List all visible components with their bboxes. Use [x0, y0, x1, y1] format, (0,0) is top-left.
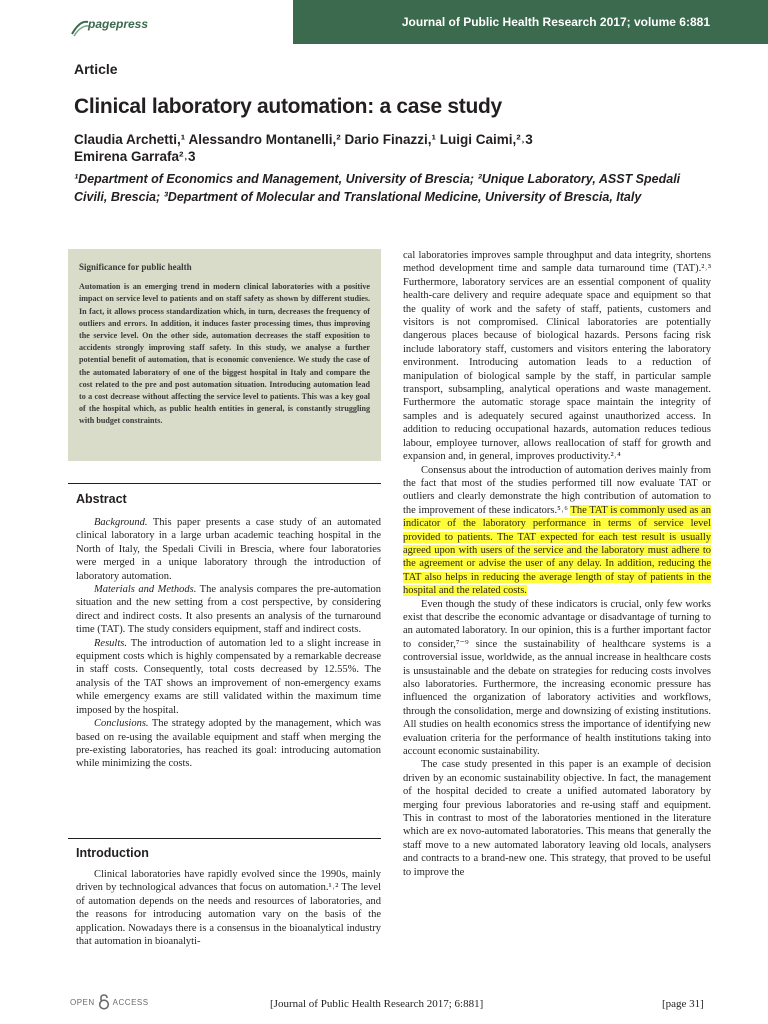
abstract-background: [76, 516, 381, 583]
consensus-text: Consensus about the introduction of automation derives mainly from the fact that most of the studies performed till now evaluate TAT or outliers and clearly demonstrate the high contribution of automation to the improvement of these indicators.⁵˒⁶: [403, 464, 711, 516]
introduction-rule: [68, 838, 381, 839]
open-access-badge: [70, 994, 149, 1010]
abstract-heading: Abstract: [76, 492, 127, 506]
pagepress-swoosh-icon: [70, 16, 90, 38]
introduction-paragraph-1: Clinical laboratories have rapidly evolved since the 1990s, mainly driven by technological advances that focus on automation.¹˒² The level of automation depends on the needs and resources of laboratories, and the reasons for introducing automation vary on the basis of the application. Nowadays there is a consensus in the bioanalytical industry that automation in bioanalyti-: [76, 869, 381, 948]
abstract-results: [76, 637, 381, 717]
background-text: This paper presents a case study of an automated clinical laboratory in a large urban academic teaching hospital in the North of Italy, the Spedali Civili in Brescia, where four laboratories were merged in a unique laboratory through the introduction of laboratory automation.: [76, 517, 381, 582]
conclusions-text: The strategy adopted by the management, which was based on re-using the available equipment and staff when merging the pre-existing laboratories, has reached its goal: introducing automation while minimizing the costs.: [76, 718, 381, 770]
running-header: [293, 0, 768, 44]
authors-line-1: Claudia Archetti,¹ Alessandro Montanelli,² Dario Finazzi,¹ Luigi Caimi,²˒3: [74, 132, 533, 147]
results-label: Results.: [94, 637, 127, 649]
right-paragraph-4: The case study presented in this paper is an example of decision driven by an economic sustainability objective. In fact, the management of the hospital decided to create a unified automated laboratory by merging four previous laboratories and re-using staff and equipment. This in contrast to most of the laboratories mentioned in the literature which are ex novo-automated laboratories. This means that generally the staff move to a new automated laboratory leaving old locals, analysers and contracts to a brand-new one. This strategy, that proved to be useful to improve the: [403, 759, 711, 878]
right-paragraph-1: cal laboratories improves sample throughput and data integrity, shortens method development time and sample data turnaround time (TAT).²˒³ Furthermore, laboratory services are an essential component of quality health-care delivery and require adequate space and equipment so that the quality of work and the safety of staff, patients, customers and visitors is not compromised. Clinical laboratories are potentially dangerous places because of biological hazards. Persons facing risk include laboratory staff, customers and visitors entering the laboratory environment. Introducing automation leads to a reduction of manipulation of biological sample by the staff, in particular sample transport, subsampling, analytical operations and waste management. Furthermore the automatic storage space maintain the integrity of samples and is adequately secured against unauthorized access. In addition to reducing occupational hazards, automation reduces tedious labour, employee turnover, allows reallocation of staff for growth and expansion and, in general, improves productivity.²˒⁴: [403, 250, 711, 463]
introduction-heading: Introduction: [76, 846, 149, 860]
right-paragraph-2: [403, 464, 711, 598]
methods-text: The analysis compares the pre-automation situation and the new setting from a cost perspective, by considering direct and indirect costs. It also presents an analysis of the turnaround time (TAT). The study considers equipment, staff and indirect costs.: [76, 584, 381, 636]
abstract-body: [76, 516, 381, 771]
page-number: [page 31]: [662, 998, 704, 1010]
methods-label: Materials and Methods.: [94, 584, 197, 596]
footer-citation: [Journal of Public Health Research 2017; 6:881]: [270, 998, 484, 1010]
open-label: OPEN: [70, 997, 95, 1007]
highlighted-tat-text: The TAT is commonly used as an indicator of the laboratory performance in terms of service level provided to patients. The TAT expected for each test result is usually agreed upon with users of the service and the laboratory must adhere to the agreement or advise the user of any delay. In addition, reducing the TAT also helps in reducing the average length of stay of patients in the hospital and the related costs.: [403, 504, 712, 597]
access-label: ACCESS: [112, 997, 149, 1007]
article-type: Article: [74, 61, 118, 77]
running-header-text: Journal of Public Health Research 2017; volume 6:881: [401, 15, 710, 29]
results-text: The introduction of automation led to a slight increase in equipment costs which is highly compensated by a remarkable decrease in staff costs. Consequently, total costs decreased by 12.55%. The analysis of the TAT shows an improvement of non-emergency exams while emergency exams are still validated within the maximum time imposed by the hospital.: [76, 637, 381, 716]
abstract-rule: [68, 483, 381, 484]
open-access-lock-icon: [98, 994, 110, 1010]
significance-heading: Significance for public health: [79, 262, 192, 272]
authors-line-2: Emirena Garrafa²˒3: [74, 149, 196, 164]
affiliations: ¹Department of Economics and Management, University of Brescia; ²Unique Laboratory, ASST Spedali Civili, Brescia; ³Department of Molecular and Translational Medicine, University of Brescia, Italy: [74, 172, 681, 204]
conclusions-label: Conclusions.: [94, 718, 149, 730]
author-list: [74, 131, 694, 165]
right-column: [403, 249, 711, 879]
abstract-methods: [76, 583, 381, 637]
paper-title: Clinical laboratory automation: a case study: [74, 95, 502, 118]
significance-box: [68, 249, 381, 461]
background-label: Background.: [94, 517, 148, 528]
introduction-body: [76, 868, 381, 948]
significance-text: Automation is an emerging trend in modern clinical laboratories with a positive impact on service level to patients and on staff safety as shown by different studies. In fact, it allows process standardization which, in turn, decreases the frequency of outliers and errors. In addition, it induces faster processing times, thus improving the service level. On the other side, automation decreases the staff exposition to accidents strongly improving staff safety. In this study, we analyse a further potential benefit of automation, that is economic convenience. We study the case of the automated laboratory of one of the biggest hospital in Italy and compare the cost related to the pre and post automation situation. Introducing automation lead to a cost decrease without affecting the service level to patients. This was a key goal of the hospital which, as public health entities in general, is constantly struggling with budget constraints.: [79, 282, 370, 426]
abstract-conclusions: [76, 717, 381, 771]
right-paragraph-3: Even though the study of these indicators is crucial, only few works exist that describe the economic advantage or disadvantage of turning to an automated laboratory. In our opinion, this is a further important factor to consider,⁷⁻⁹ since the sustainability of healthcare systems is a controversial issue, worldwide, as the annual increase in healthcare costs is unsustainable and the debate on strategies for reducing costs involves also laboratories. Furthermore, the increasing economic pressure has influenced the organization of laboratory activities and workflows, through the consolidation, merge and downsizing of existing institutions. All studies on health economics stress the importance of identifying new evaluation criteria for the performance of health institutions taking into account economic sustainability.: [403, 598, 711, 758]
publisher-logo: [70, 16, 160, 40]
publisher-name: pagepress: [88, 17, 149, 31]
